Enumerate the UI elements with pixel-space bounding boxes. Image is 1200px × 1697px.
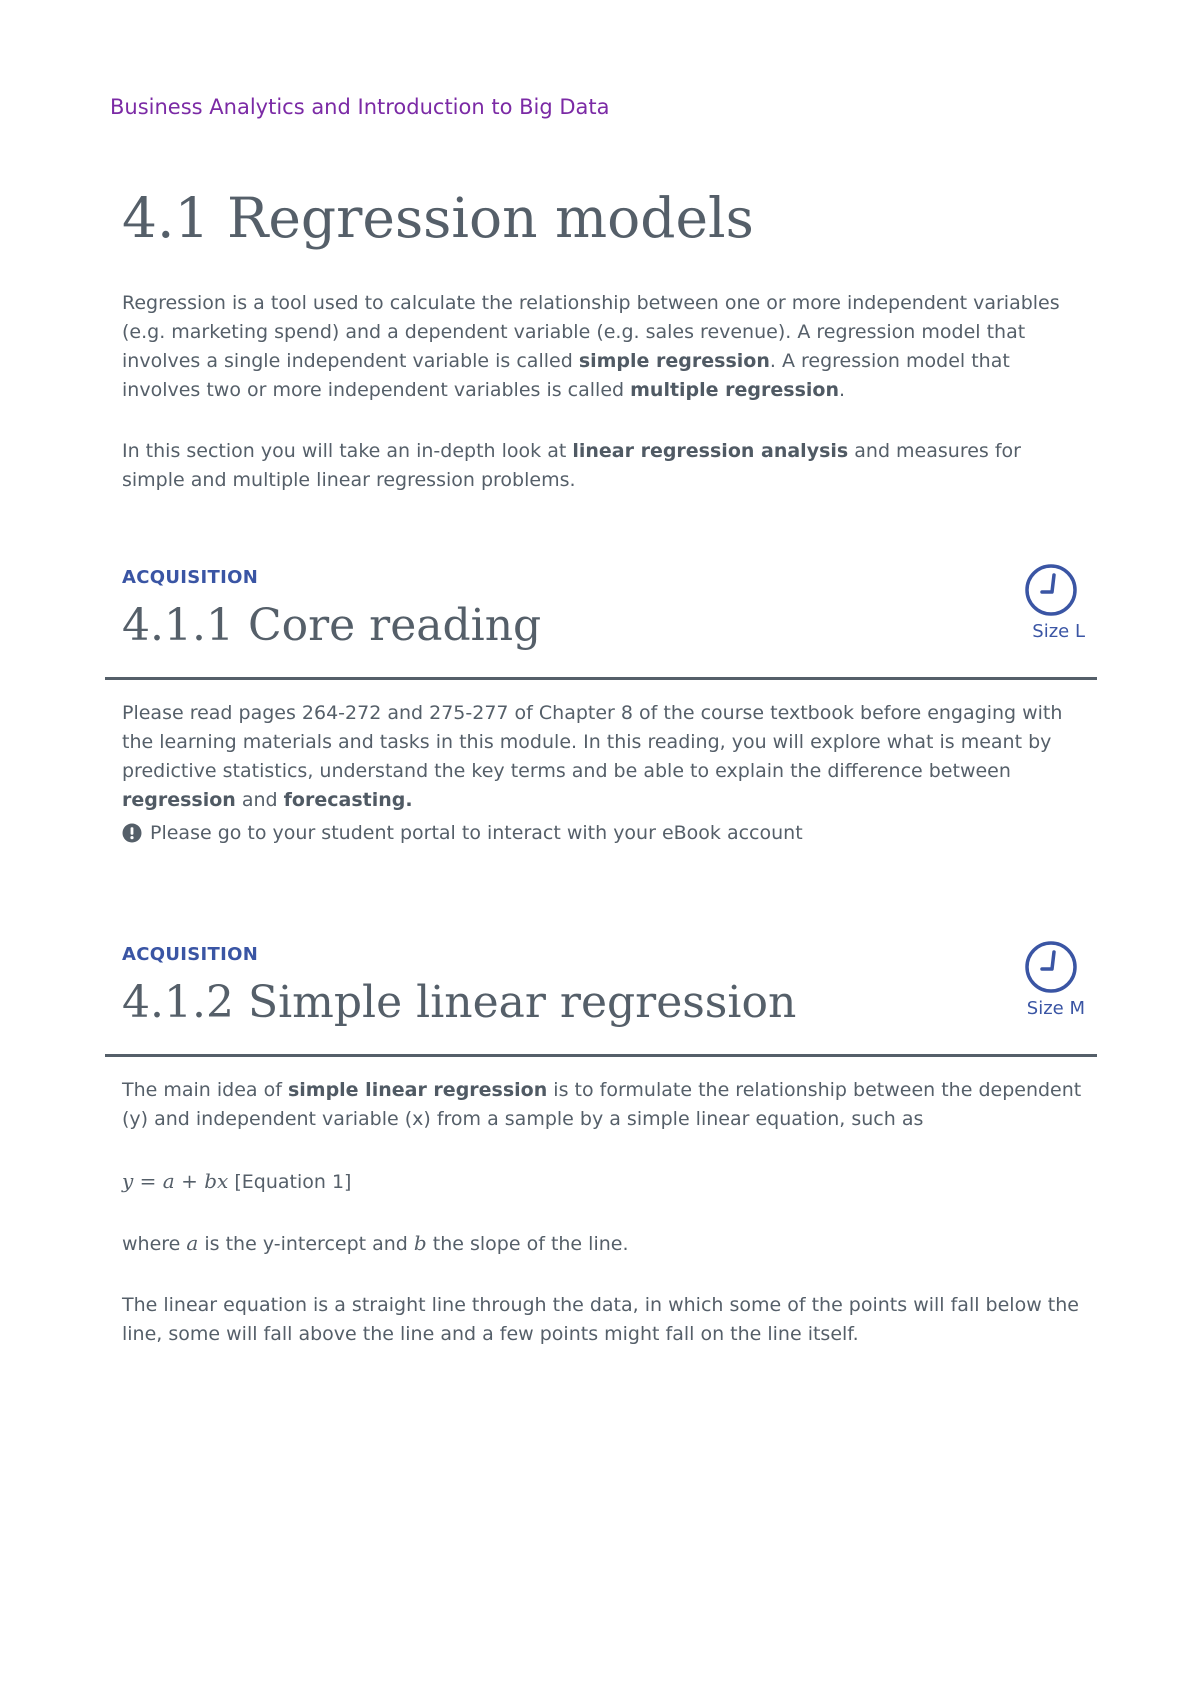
section-title: 4.1 Regression models <box>122 186 754 250</box>
simple-regression-paragraph: The main idea of simple linear regression is to formulate the relationship between the dependent (y) and independent variable (x) from a sample by a simple linear equation, such as <box>122 1079 1082 1130</box>
clock-icon <box>1024 940 1078 994</box>
clock-icon <box>1024 563 1078 617</box>
ebook-notice <box>122 822 803 844</box>
closing-paragraph: The linear equation is a straight line through the data, in which some of the points will fall below the line, some will fall above the line and a few points might fall on the line itself. <box>122 1294 1079 1345</box>
size-label: Size M <box>1026 998 1085 1019</box>
math-y: y <box>122 1169 134 1193</box>
core-reading-paragraph: Please read pages 264-272 and 275-277 of Chapter 8 of the course textbook before engaging with the learning materials and tasks in this module. In this reading, you will explore what is meant by predictive statistics, understand the key terms and be able to explain the difference between regression and forecasting. <box>122 702 1063 811</box>
subsection-title-core-reading: 4.1.1 Core reading <box>122 600 542 651</box>
math-a: a <box>186 1231 199 1255</box>
activity-label: ACQUISITION <box>122 567 259 588</box>
math-a: a <box>162 1169 175 1193</box>
activity-label: ACQUISITION <box>122 944 259 965</box>
size-indicator <box>1005 940 1085 1019</box>
section-divider <box>105 1054 1097 1057</box>
intro-paragraph: Regression is a tool used to calculate the relationship between one or more independent variables (e.g. marketing spend) and a dependent variable (e.g. sales revenue). A regression model that involves a single independent variable is called simple regression. A regression model that involves two or more independent variables is called multiple regression. <box>122 292 1060 401</box>
section-divider <box>105 677 1097 680</box>
alert-circle-icon <box>122 823 142 843</box>
size-indicator <box>1005 563 1085 642</box>
course-title-link[interactable]: Business Analytics and Introduction to Big Data <box>110 95 610 119</box>
where-paragraph: where a is the y-intercept and b the slope of the line. <box>122 1231 629 1255</box>
math-bx: bx <box>204 1169 229 1193</box>
size-label: Size L <box>1032 621 1085 642</box>
intro-paragraph-2: In this section you will take an in-depth look at linear regression analysis and measures for simple and multiple linear regression problems. <box>122 440 1021 491</box>
subsection-title-simple-linear-regression: 4.1.2 Simple linear regression <box>122 977 797 1028</box>
math-b: b <box>413 1231 427 1255</box>
equation-1: y = a + bx [Equation 1] <box>122 1169 352 1193</box>
equation-label: [Equation 1] <box>228 1171 352 1193</box>
notice-text: Please go to your student portal to interact with your eBook account <box>150 822 803 844</box>
